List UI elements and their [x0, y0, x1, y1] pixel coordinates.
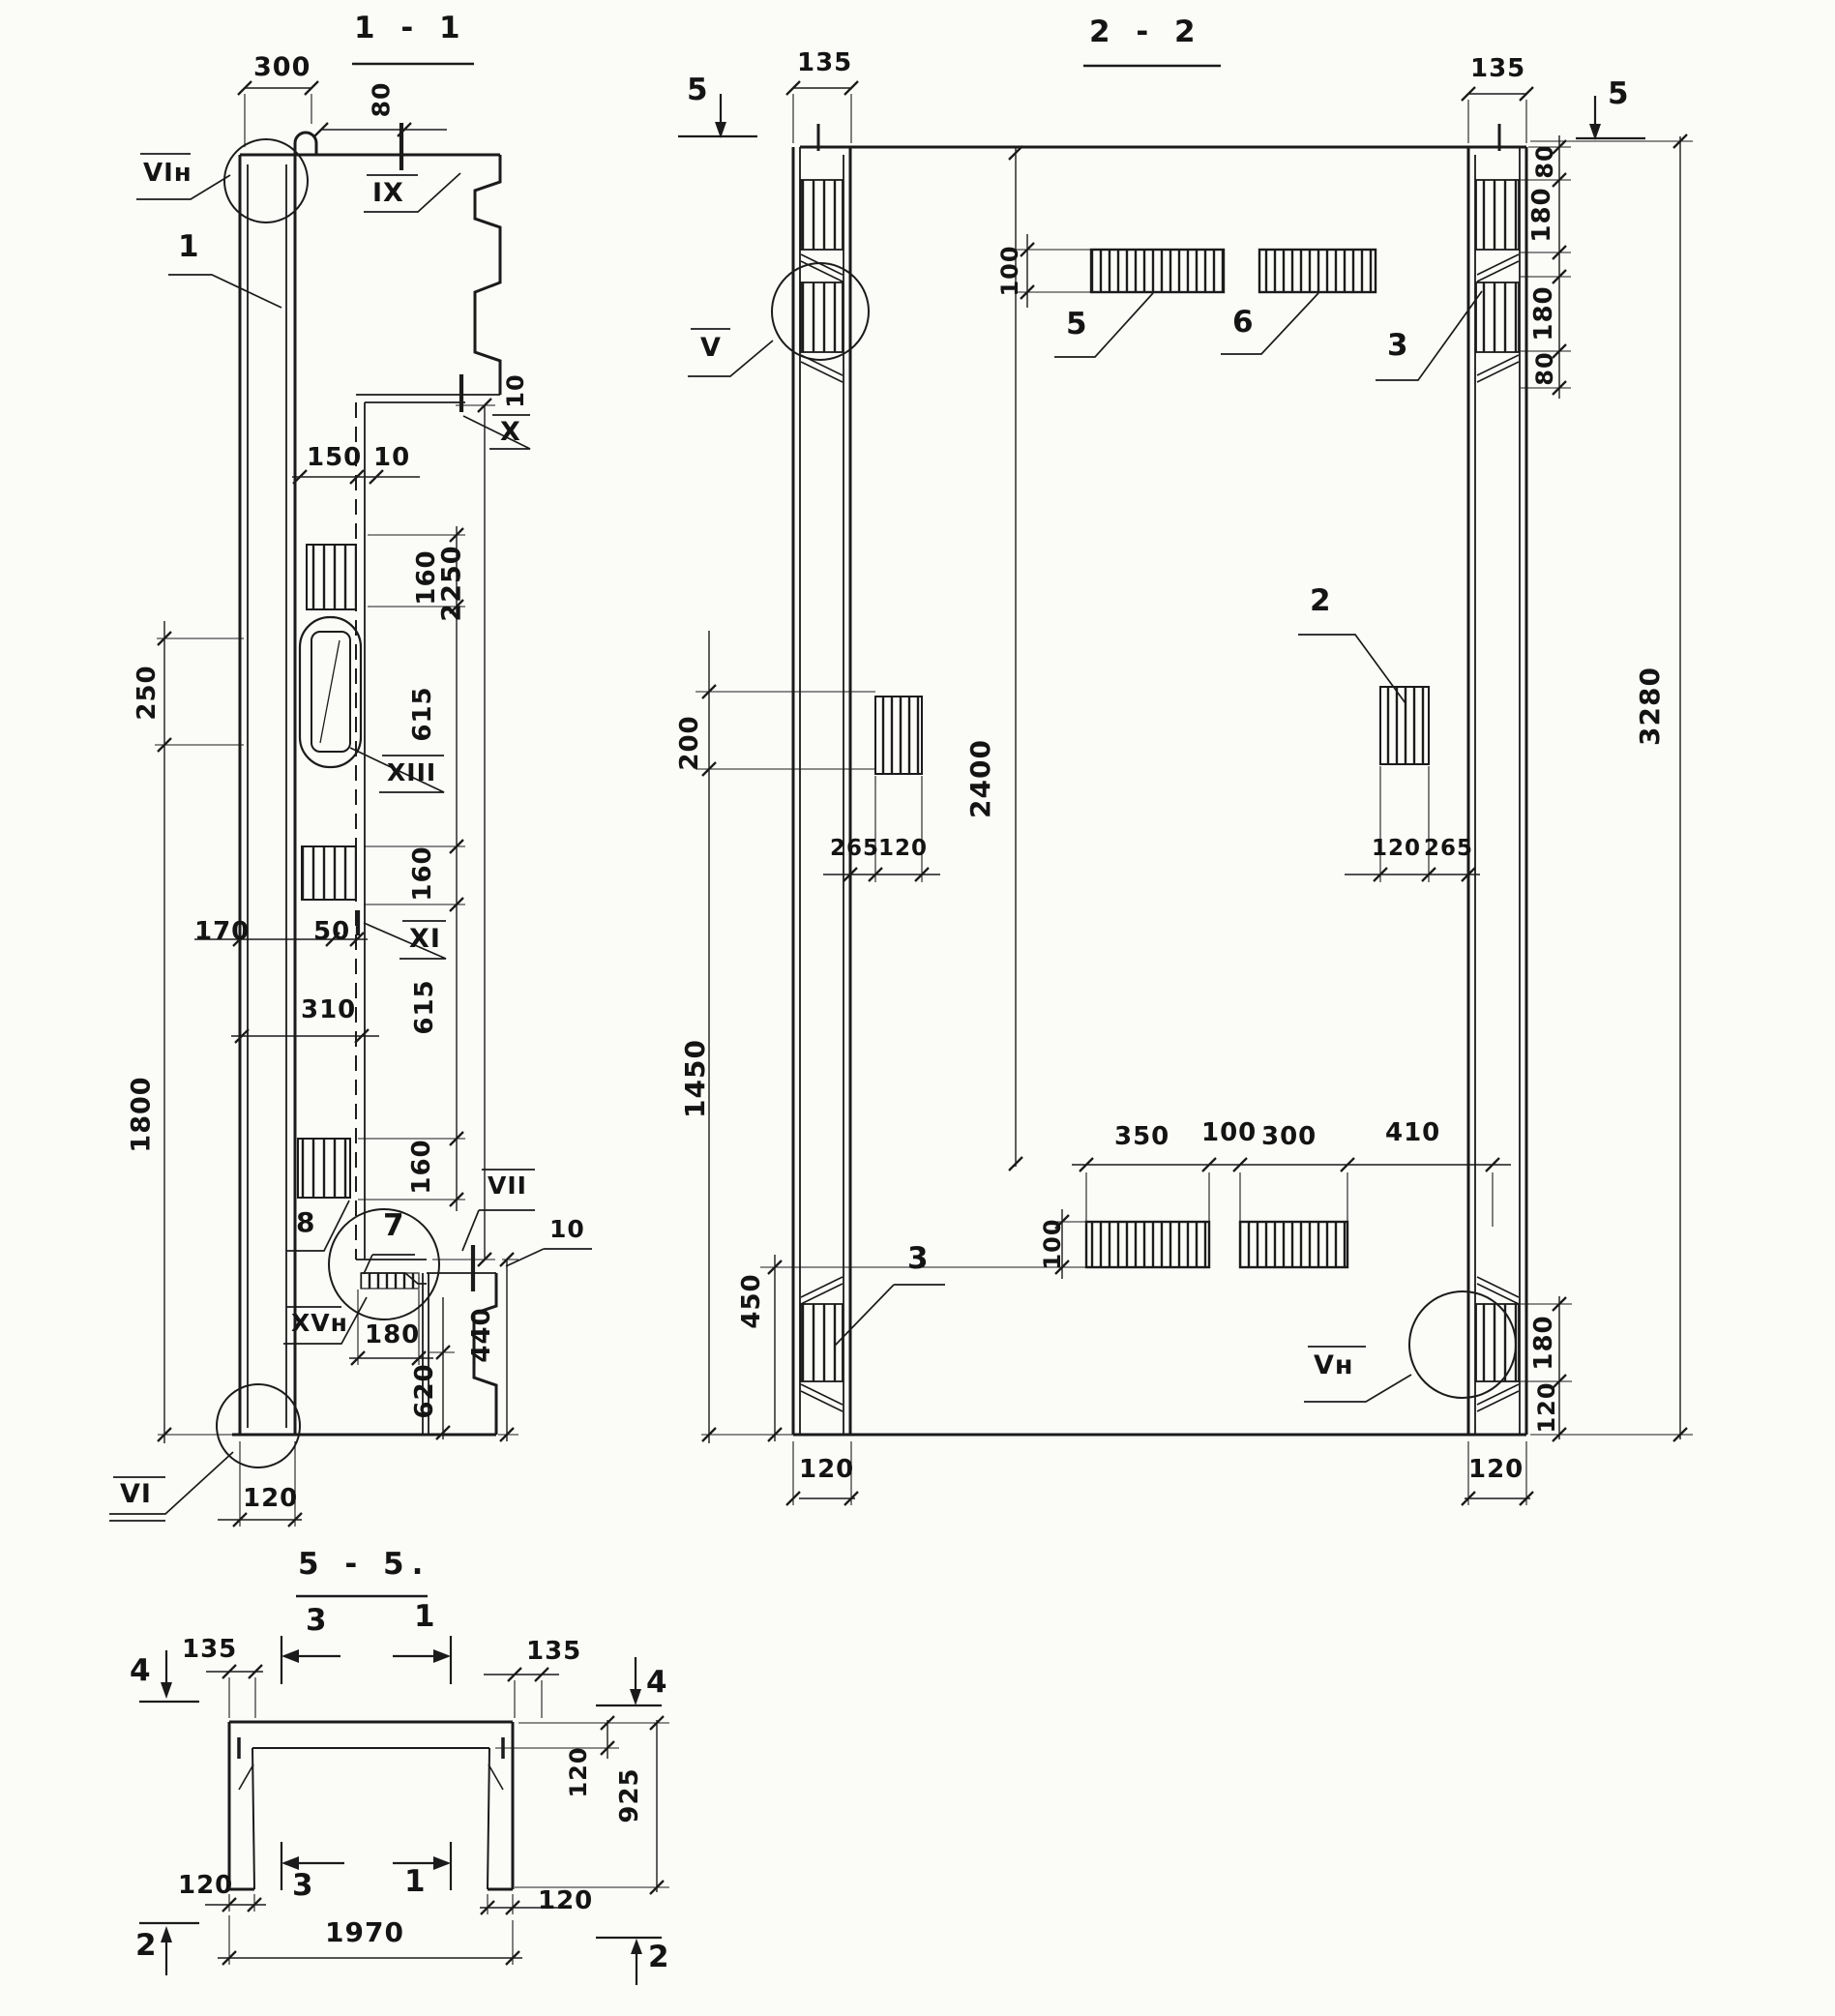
- dim-100-top: 100: [996, 245, 1023, 297]
- section-marker-2-left: 2: [135, 1928, 158, 1963]
- dim-180-a: 180: [1527, 187, 1556, 243]
- s11-slot: [300, 617, 361, 767]
- dim-615-b: 615: [410, 979, 439, 1035]
- dim-160-b: 160: [408, 845, 437, 902]
- dim-120-right-mid: 120: [1372, 836, 1422, 861]
- dim-1450: 1450: [679, 1039, 711, 1118]
- dim-265-left: 265: [830, 836, 880, 861]
- s11-structure-thin: [248, 164, 500, 1435]
- dim-925: 925: [615, 1767, 644, 1823]
- section-label-xi: XI: [409, 924, 441, 954]
- dim-160-c: 160: [407, 1139, 436, 1195]
- dim-615-a: 615: [408, 686, 437, 742]
- dim-10-rotated: 10: [502, 373, 529, 408]
- s55-structure-thin: [252, 1748, 489, 1889]
- dim-180-c: 180: [1529, 1315, 1558, 1371]
- dim-200: 200: [675, 715, 704, 771]
- dim-10-bottom: 10: [549, 1215, 585, 1243]
- dim-350: 350: [1114, 1122, 1170, 1151]
- section-marker-2-right: 2: [648, 1940, 670, 1974]
- s11-detail-circles: [217, 139, 439, 1468]
- dim-170: 170: [194, 917, 251, 946]
- dim-120-c: 120: [1533, 1381, 1560, 1434]
- dim-2400: 2400: [964, 739, 996, 818]
- dim-410: 410: [1385, 1118, 1441, 1147]
- section-marker-5-right: 5: [1608, 76, 1630, 111]
- s11-structure: [232, 133, 500, 1435]
- section-label-ix: IX: [372, 178, 404, 208]
- item-label-3-top: 3: [1387, 328, 1409, 363]
- item-label-3-bottom: 3: [907, 1241, 930, 1276]
- dim-180: 180: [365, 1320, 421, 1349]
- s11-dim-lines: [164, 88, 507, 1520]
- dim-250: 250: [133, 665, 162, 721]
- item-label-8: 8: [296, 1206, 316, 1238]
- dim-50: 50: [313, 917, 351, 946]
- dim-310: 310: [301, 995, 357, 1024]
- detail-label-v-n: Vн: [1314, 1350, 1354, 1380]
- s22-leaders: [688, 291, 1482, 1402]
- s55-chamfers: [239, 1764, 503, 1790]
- dim-120-bottom-left: 120: [799, 1455, 855, 1484]
- item-label-2: 2: [1310, 583, 1332, 618]
- section-marker-1-bottom: 1: [404, 1864, 427, 1899]
- detail-label-xiii: XIII: [387, 758, 437, 786]
- s11-leaders: [109, 154, 592, 1521]
- item-label-5: 5: [1066, 307, 1088, 341]
- dim-265-right: 265: [1424, 836, 1474, 861]
- s55-dim-ticks: [222, 1665, 664, 1965]
- dim-80: 80: [367, 81, 396, 118]
- dim-160-a: 160: [412, 549, 441, 606]
- dim-180-b: 180: [1529, 285, 1558, 341]
- section-2-2-linework: [675, 66, 1693, 1505]
- detail-label-xv-n: XVн: [291, 1309, 348, 1337]
- section-label-vii: VII: [488, 1171, 527, 1200]
- dim-135-b: 135: [526, 1637, 582, 1666]
- s22-field-plates: [875, 250, 1429, 1270]
- dim-120-slab: 120: [565, 1746, 592, 1798]
- dim-135-right: 135: [1470, 54, 1526, 83]
- detail-label-vi-n: VIн: [143, 159, 192, 188]
- section-marker-4-left: 4: [130, 1653, 152, 1688]
- dim-135-a: 135: [182, 1635, 238, 1664]
- dim-1800: 1800: [126, 1076, 157, 1153]
- dim-450: 450: [737, 1273, 766, 1329]
- section-marker-3-top: 3: [306, 1603, 328, 1638]
- detail-label-v: V: [700, 333, 722, 363]
- dim-3280: 3280: [1634, 667, 1666, 746]
- section-1-1-title: 1 - 1: [354, 11, 468, 45]
- dim-120-bottom: 120: [243, 1484, 299, 1513]
- dim-440: 440: [467, 1307, 496, 1363]
- section-marker-3-bottom: 3: [292, 1868, 314, 1903]
- dim-135-left: 135: [797, 48, 853, 77]
- dim-120-bottom-right: 120: [1468, 1455, 1524, 1484]
- section-1-1-linework: [109, 64, 592, 1527]
- dim-300: 300: [253, 52, 311, 82]
- dim-150: 150: [307, 443, 363, 472]
- s22-column-plates: [801, 180, 1519, 1381]
- dim-80-b: 80: [1531, 351, 1558, 386]
- dim-120-left-mid: 120: [878, 836, 929, 861]
- detail-label-vi: VI: [120, 1479, 152, 1509]
- dim-10-top: 10: [373, 443, 411, 472]
- dim-80-a: 80: [1531, 144, 1558, 179]
- section-marker-4-right: 4: [646, 1665, 668, 1700]
- dim-100-bottom-h: 100: [1201, 1118, 1258, 1147]
- section-marker-1-top: 1: [414, 1599, 436, 1634]
- dim-120-leg-left: 120: [178, 1871, 234, 1900]
- dim-120-leg-right: 120: [538, 1886, 594, 1915]
- s55-structure: [229, 1722, 513, 1889]
- section-2-2-title: 2 - 2: [1089, 15, 1203, 49]
- item-label-1: 1: [178, 229, 200, 264]
- item-label-7: 7: [383, 1208, 405, 1243]
- item-label-6: 6: [1232, 305, 1255, 340]
- dim-300-bottom: 300: [1261, 1122, 1317, 1151]
- dim-620: 620: [410, 1363, 439, 1419]
- section-label-x: X: [500, 417, 521, 447]
- dim-100-bottom-v: 100: [1039, 1218, 1066, 1270]
- section-5-5-title: 5 - 5.: [298, 1547, 431, 1582]
- dim-1970: 1970: [325, 1916, 404, 1948]
- section-marker-5-left: 5: [687, 73, 709, 107]
- dim-2250: 2250: [436, 545, 467, 622]
